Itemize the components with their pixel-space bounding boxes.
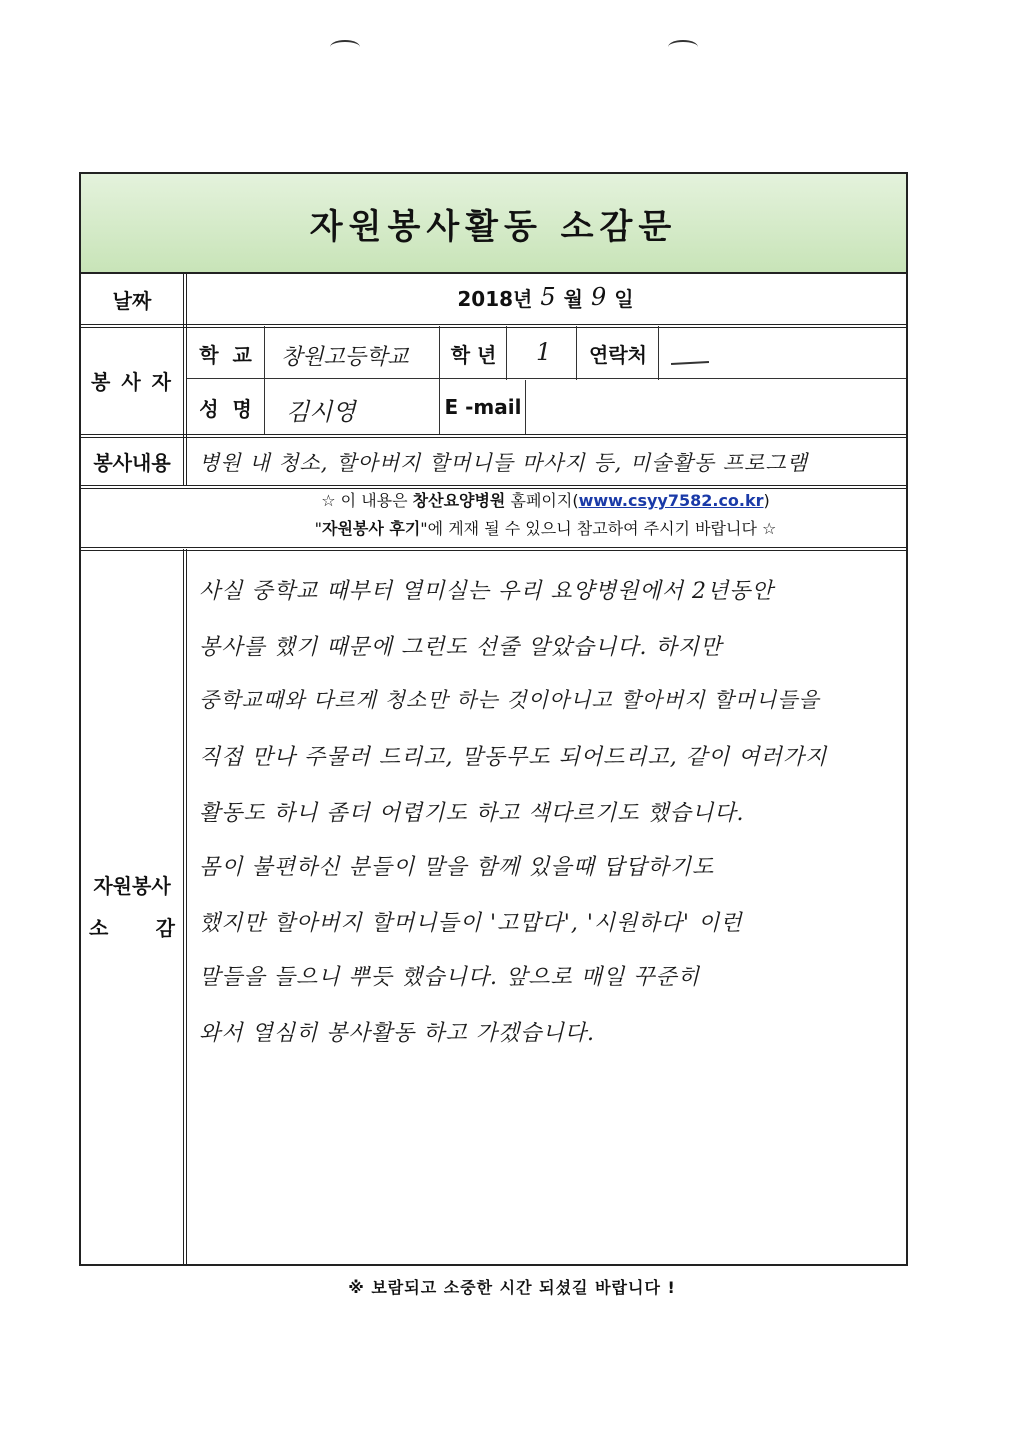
punch-hole-mark (330, 40, 360, 54)
school-value: 창원고등학교 (281, 345, 409, 370)
volunteer-form (79, 172, 908, 1266)
impression-line: 직접 만나 주물러 드리고, 말동무도 되어드리고, 같이 여러가지 (199, 745, 828, 770)
impression-line: 활동도 하니 좀더 어렵기도 하고 색다르기도 했습니다. (199, 801, 745, 826)
date-value (185, 270, 906, 324)
notice-text: ☆ 이 내용은 (321, 491, 413, 510)
notice-line-2 (185, 515, 906, 543)
date-day-unit: 일 (614, 286, 634, 311)
punch-hole-mark (668, 40, 698, 54)
date-label: 날짜 (112, 288, 152, 313)
column-divider (658, 326, 659, 380)
title-bar (81, 174, 906, 274)
notice-box (185, 487, 906, 549)
form-title: 자원봉사활동 소감문 (309, 206, 678, 247)
row-divider (81, 434, 906, 438)
row-divider (187, 378, 906, 379)
date-month-value: 5 (540, 283, 556, 311)
contact-label: 연락처 (589, 342, 647, 367)
column-divider (506, 326, 507, 380)
notice-line-1 (185, 487, 906, 515)
impression-label-line2 (81, 906, 183, 946)
impression-label-line1: 자원봉사 (93, 873, 171, 898)
service-label: 봉사내용 (93, 450, 171, 475)
email-label: E -mail (444, 395, 522, 419)
date-month-unit: 월 (563, 286, 583, 311)
school-label: 학 교 (199, 342, 252, 367)
volunteer-section-label: 봉 사 자 (91, 369, 173, 394)
impression-line: 봉사를 했기 때문에 그런도 선줄 알았습니다. 하지만 (199, 635, 723, 660)
impression-line: 중학교때와 다르게 청소만 하는 것이아니고 할아버지 할머니들을 (199, 688, 820, 712)
name-label: 성 명 (199, 396, 252, 421)
homepage-link[interactable]: www.csyy7582.co.kr (578, 491, 764, 510)
impression-line: 와서 열심히 봉사활동 하고 가겠습니다. (199, 1021, 595, 1046)
grade-value: 1 (536, 338, 552, 366)
hospital-name: 창산요양병원 (412, 491, 506, 510)
impression-line: 사실 중학교 때부터 열미실는 우리 요양병원에서 2년동안 (199, 579, 774, 604)
notice-text: ) (763, 491, 770, 510)
notice-text: " (314, 519, 322, 538)
notice-text: 홈페이지( (505, 491, 579, 510)
column-divider (576, 326, 577, 380)
impression-line: 했지만 할아버지 할머니들이 '고맙다', '시원하다' 이런 (199, 911, 743, 936)
notice-text: "에 게재 될 수 있으니 참고하여 주시기 바랍니다 ☆ (420, 519, 777, 538)
column-divider (439, 326, 440, 434)
impression-line: 말들을 들으니 뿌듯 했습니다. 앞으로 매일 꾸준히 (199, 965, 700, 990)
column-divider (264, 326, 265, 434)
name-value: 김시영 (286, 398, 356, 426)
date-day-value: 9 (590, 283, 607, 311)
footer-note: ※ 보람되고 소중한 시간 되셨길 바랍니다 ! (348, 1278, 676, 1297)
impression-label-char: 소 (89, 915, 109, 940)
grade-label: 학 년 (450, 342, 497, 367)
date-year: 2018년 (457, 286, 533, 311)
service-value: 병원 내 청소, 할아버지 할머니들 마사지 등, 미술활동 프로그램 (199, 451, 808, 475)
notice-emphasis: 자원봉사 후기 (321, 519, 421, 538)
impression-line: 몸이 불편하신 분들이 말을 함께 있을때 답답하기도 (199, 855, 715, 880)
impression-label-char: 감 (155, 915, 175, 940)
column-divider (183, 549, 187, 1266)
column-divider (525, 380, 526, 434)
contact-redaction (671, 352, 709, 371)
